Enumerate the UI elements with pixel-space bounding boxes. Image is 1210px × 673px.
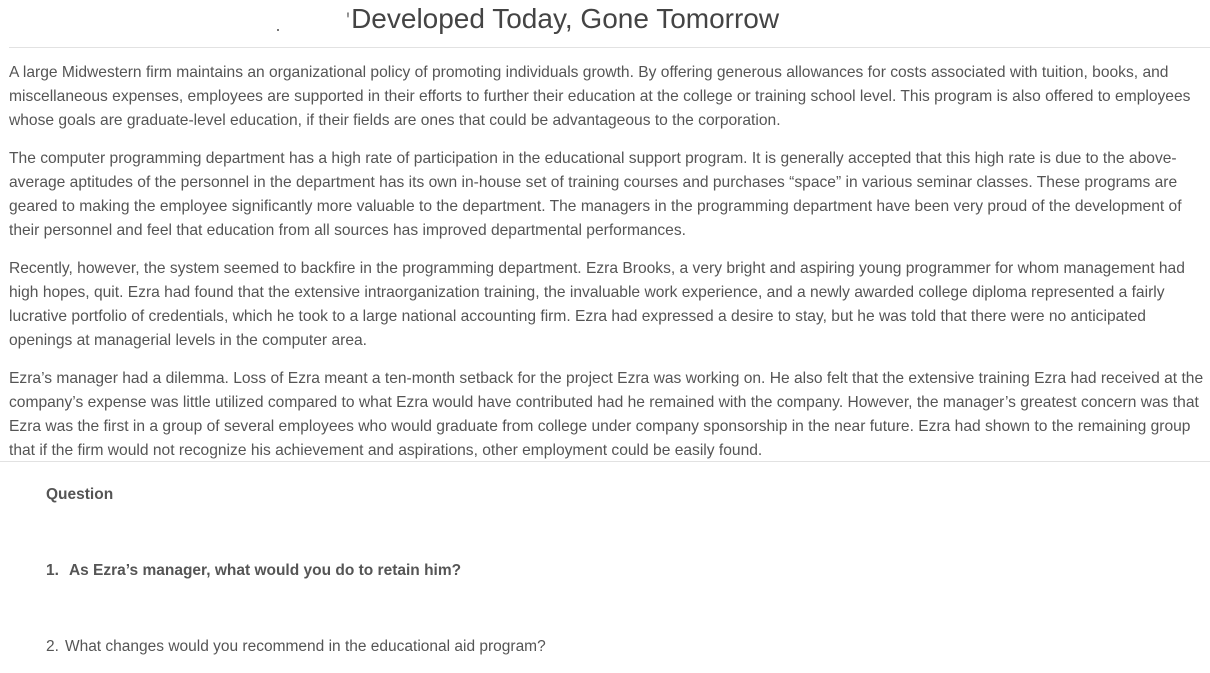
- divider-top: [9, 47, 1210, 48]
- title-mark: ': [345, 8, 351, 33]
- case-paragraph-2: The computer programming department has a high rate of participation in the educational support program. It is generally accepted that this high rate is due to the above-average aptitudes of the personnel in the department has its own in-house set of training courses and purchases “space” in various seminar classes. These programs are geared to making the employee significantly more valuable to the department. The managers in the programming department have been very proud of the development of their personnel and feel that education from all sources has improved departmental performances.: [9, 150, 1182, 239]
- stray-mark: [277, 29, 279, 31]
- case-paragraph-1: A large Midwestern firm maintains an organizational policy of promoting individuals growth. By offering generous allowances for costs associated with tuition, books, and miscellaneous expenses, employees are supported in their efforts to further their education at the college or training school level. This program is also offered to employees whose goals are graduate-level education, if their fields are ones that could be advantageous to the corporation.: [9, 64, 1191, 129]
- question-item-1: [46, 562, 461, 580]
- divider-bottom: [0, 461, 1210, 462]
- title-text: Developed Today, Gone Tomorrow: [351, 3, 780, 34]
- question-number: 2.: [46, 638, 59, 655]
- case-body: [9, 61, 1204, 477]
- question-heading: Question: [46, 486, 114, 503]
- case-paragraph-4: Ezra’s manager had a dilemma. Loss of Ezra meant a ten-month setback for the project Ezra was working on. He also felt that the extensive training Ezra had received at the company’s expense was little utilized compared to what Ezra would have contributed had he remained with the company. However, the manager’s greatest concern was that Ezra was the first in a group of several employees who would graduate from college under company sponsorship in the near future. Ezra had shown to the remaining group that if the firm would not recognize his achievement and aspirations, other employment could be easily found.: [9, 370, 1204, 459]
- question-number: 1.: [46, 562, 59, 579]
- question-item-2: [46, 638, 546, 656]
- page-title: [0, 3, 1125, 37]
- question-text: As Ezra’s manager, what would you do to retain him?: [68, 562, 462, 579]
- question-text: What changes would you recommend in the educational aid program?: [64, 638, 546, 655]
- case-paragraph-3: Recently, however, the system seemed to backfire in the programming department. Ezra Brooks, a very bright and aspiring young programmer for whom management had high hopes, quit. Ezra had found that the extensive intraorganization training, the invaluable work experience, and a newly awarded college diploma represented a fairly lucrative portfolio of credentials, which he took to a large national accounting firm. Ezra had expressed a desire to stay, but he was told that there were no anticipated openings at managerial levels in the computer area.: [9, 260, 1185, 349]
